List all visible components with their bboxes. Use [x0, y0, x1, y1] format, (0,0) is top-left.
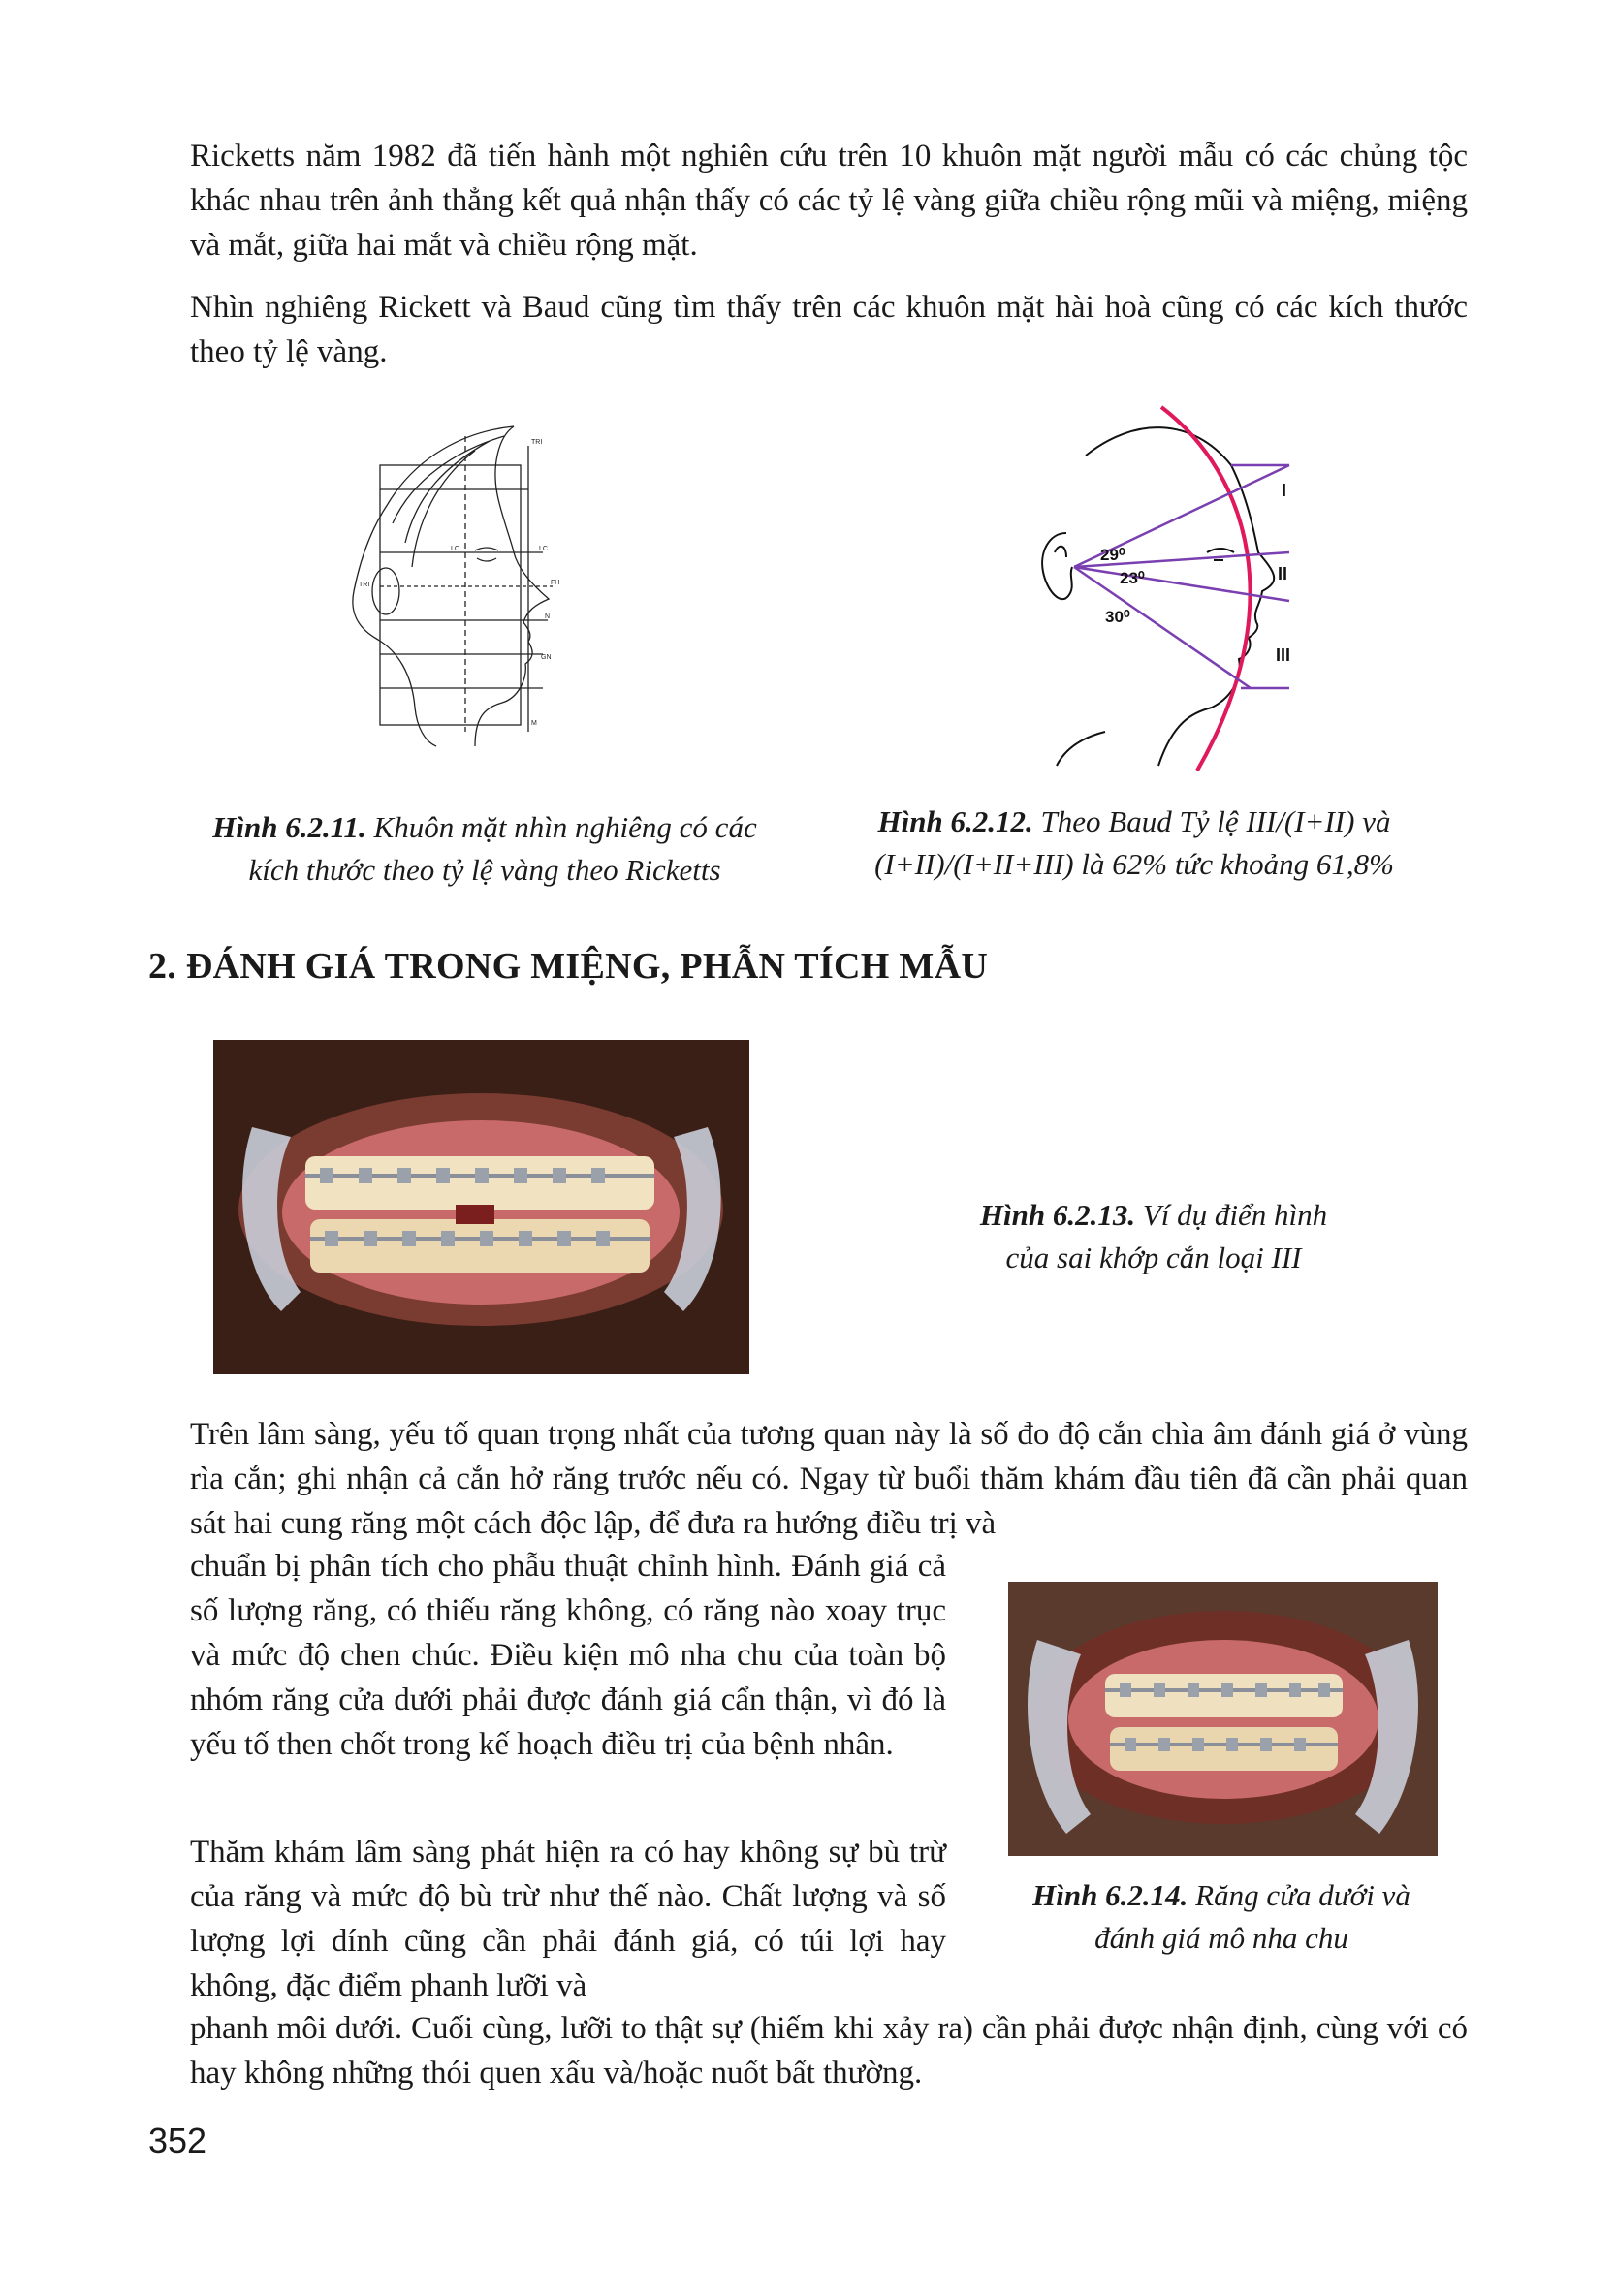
section-heading: 2. ĐÁNH GIÁ TRONG MIỆNG, PHẪN TÍCH MẪU — [148, 946, 989, 987]
caption-label: Hình 6.2.13. — [979, 1198, 1136, 1232]
zone-ii: II — [1278, 564, 1288, 583]
page-number: 352 — [148, 2121, 207, 2160]
baud-profile-drawing — [998, 397, 1318, 775]
paragraph-exam-wrap: Thăm khám lâm sàng phát hiện ra có hay không sự bù trừ của răng và mức độ bù trừ như thế nào. Chất lượng và số lượng lợi dính cũng cần phải đánh giá, có túi lợi hay không, đặc điểm phanh lưỡi và — [190, 1835, 946, 2003]
caption-fig-6-2-11 — [155, 806, 814, 892]
caption-text: Theo Baud Tỷ lệ III/(I+II) và — [1032, 804, 1391, 838]
caption-text: (I+II)/(I+II+III) là 62% tức khoảng 61,8% — [874, 847, 1394, 881]
caption-text: Ví dụ điển hình — [1135, 1198, 1328, 1232]
photo-lower-incisors — [1008, 1582, 1438, 1856]
caption-label: Hình 6.2.12. — [877, 804, 1033, 838]
paragraph-clinical-lead: Trên lâm sàng, yếu tố quan trọng nhất của tương quan này là số đo độ cắn chìa âm đánh giá ở vùng rìa cắn; ghi nhận cả cắn hở răng trước nếu có. Ngay từ buổi thăm khám đầu tiên đã cần phải quan sát hai cung răng một cách độc lập, để đưa ra hướng điều trị và — [190, 1417, 1468, 1541]
caption-fig-6-2-13 — [902, 1194, 1406, 1279]
caption-text: Khuôn mặt nhìn nghiêng có các — [365, 810, 757, 844]
tick-label-lc: LC — [539, 546, 548, 552]
paragraph-clinical-wrap: chuẩn bị phân tích cho phẫu thuật chỉnh hình. Đánh giá cả số lượng răng, có thiếu răng không, có răng nào xoay trục và mức độ chen chúc. Điều kiện mô nha chu của toàn bộ nhóm răng cửa dưới phải được đánh giá cẩn thận, vì đó là yếu tố then chốt trong kế hoạch điều trị của bệnh nhân. — [190, 1549, 946, 1762]
tick-label-m: M — [531, 720, 537, 727]
caption-text: đánh giá mô nha chu — [1094, 1921, 1348, 1955]
caption-text: của sai khớp cắn loại III — [1005, 1241, 1302, 1274]
zone-iii: III — [1276, 645, 1291, 665]
tick-label-lc-eye: LC — [451, 546, 459, 552]
paragraph-exam-tail: phanh môi dưới. Cuối cùng, lưỡi to thật sự (hiếm khi xảy ra) cần phải được nhận định, cùng với có hay không những thói quen xấu và/hoặc nuốt bất thường. — [190, 2011, 1468, 2091]
paragraph-intro: Ricketts năm 1982 đã tiến hành một nghiên cứu trên 10 khuôn mặt người mẫu có các chủng tộc khác nhau trên ảnh thẳng kết quả nhận thấy có các tỷ lệ vàng giữa chiều rộng mũi và miệng, miệng và mắt, giữa hai mắt và chiều rộng mặt. — [190, 139, 1468, 263]
angle-23: 23⁰ — [1120, 569, 1145, 587]
angle-lines — [1074, 465, 1289, 688]
caption-label: Hình 6.2.14. — [1032, 1878, 1188, 1912]
caption-label: Hình 6.2.11. — [212, 810, 366, 844]
paragraph-profile: Nhìn nghiêng Rickett và Baud cũng tìm thấy trên các khuôn mặt hài hoà cũng có các kích thước theo tỷ lệ vàng. — [190, 290, 1468, 369]
tick-label-fh: FH — [551, 580, 560, 586]
ricketts-profile-drawing — [320, 397, 601, 756]
tick-label-n: N — [545, 613, 551, 620]
angle-29: 29⁰ — [1100, 546, 1125, 564]
tick-label-tri-ear: TRI — [359, 582, 370, 588]
photo-class-iii-malocclusion — [213, 1040, 749, 1374]
caption-fig-6-2-12 — [834, 801, 1435, 886]
zone-i: I — [1282, 481, 1287, 500]
tick-label-gn: GN — [541, 654, 552, 661]
tick-label-tri: TRI — [531, 439, 543, 446]
caption-fig-6-2-14 — [989, 1874, 1454, 1960]
angle-30: 30⁰ — [1105, 608, 1130, 626]
caption-text: kích thước theo tỷ lệ vàng theo Ricketts — [248, 853, 721, 887]
caption-text: Răng cửa dưới và — [1188, 1878, 1410, 1912]
